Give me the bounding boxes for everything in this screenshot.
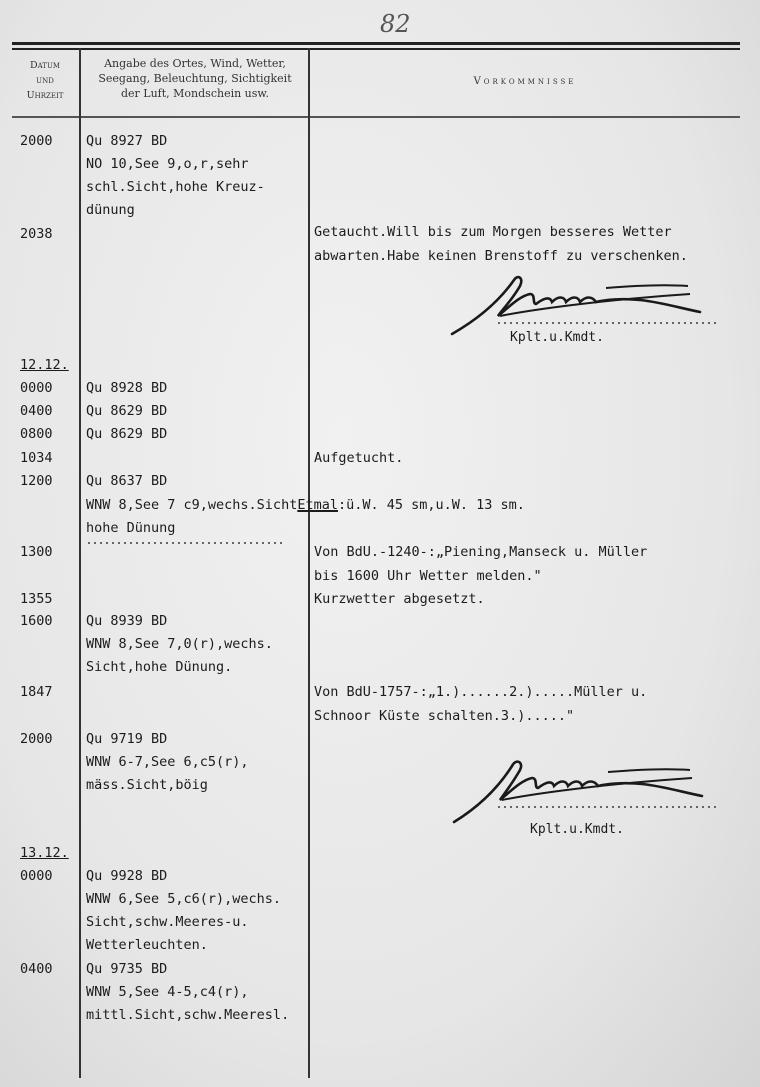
weather-1200	[86, 494, 525, 517]
position-0000-b	[86, 865, 281, 957]
page-number: 82	[380, 10, 411, 38]
entry-separator-dots	[86, 542, 286, 544]
signature-dotted-line-2	[496, 806, 716, 808]
event-line: bis 1600 Uhr Wetter melden."	[314, 568, 542, 584]
top-rule-thick	[12, 42, 740, 45]
time-2000-b: 2000	[20, 731, 53, 747]
event-line: Von BdU-1757-:„1.)......2.).....Müller u.	[314, 684, 648, 700]
position-line: mittl.Sicht,schw.Meeresl.	[86, 1007, 290, 1023]
event-1034: Aufgetucht.	[314, 450, 404, 466]
time-0000-b: 0000	[20, 868, 53, 884]
time-1200: 1200	[20, 473, 53, 489]
position-line: Qu 9735 BD	[86, 961, 168, 977]
signature-dotted-line-1	[496, 322, 716, 324]
header-angabe-line: Angabe des Ortes, Wind, Wetter,	[104, 57, 286, 70]
position-line: WNW 8,See 7,0(r),wechs.	[86, 636, 273, 652]
event-1300	[314, 540, 647, 588]
time-0400-a: 0400	[20, 403, 53, 419]
weather-1200-line3: hohe Dünung	[86, 520, 176, 536]
position-line: schl.Sicht,hohe Kreuz-	[86, 179, 265, 195]
etmal-label: Etmal	[297, 497, 338, 513]
time-1847: 1847	[20, 684, 53, 700]
signer-label-1: Kplt.u.Kmdt.	[510, 330, 604, 345]
position-line: WNW 6-7,See 6,c5(r),	[86, 754, 249, 770]
position-line: NO 10,See 9,o,r,sehr	[86, 156, 249, 172]
header-datum-line: und	[36, 75, 54, 86]
header-datum-line: Datum	[29, 60, 61, 71]
time-0400-b: 0400	[20, 961, 53, 977]
event-1847	[314, 680, 647, 728]
position-line: Wetterleuchten.	[86, 937, 208, 953]
signature-2	[440, 752, 740, 824]
top-rule-thin	[12, 48, 740, 50]
header-angabe-line: der Luft, Mondschein usw.	[120, 87, 270, 100]
header-datum	[12, 58, 78, 103]
header-angabe-line: Seegang, Beleuchtung, Sichtigkeit	[98, 72, 292, 85]
position-line: Sicht,schw.Meeres-u.	[86, 914, 249, 930]
position-0800: Qu 8629 BD	[86, 426, 168, 442]
header-bottom-rule	[12, 116, 740, 118]
position-0400-a: Qu 8629 BD	[86, 403, 168, 419]
position-line: Qu 9928 BD	[86, 868, 168, 884]
event-line: Von BdU.-1240-:„Piening,Manseck u. Müller	[314, 544, 648, 560]
column-divider-1	[79, 48, 81, 1078]
header-datum-line: Uhrzeit	[26, 90, 64, 101]
event-line: Getaucht.Will bis zum Morgen besseres Wetter	[314, 224, 672, 240]
position-line: WNW 6,See 5,c6(r),wechs.	[86, 891, 282, 907]
position-line: Sicht,hohe Dünung.	[86, 659, 233, 675]
position-0000-a: Qu 8928 BD	[86, 380, 168, 396]
position-0400-b	[86, 958, 289, 1027]
event-line: Schnoor Küste schalten.3.)....."	[314, 708, 575, 724]
time-0000-a: 0000	[20, 380, 53, 396]
event-2038	[314, 220, 688, 268]
position-2000-b	[86, 728, 249, 797]
position-1200: Qu 8637 BD	[86, 473, 168, 489]
time-1600: 1600	[20, 613, 53, 629]
position-line: Qu 8939 BD	[86, 613, 168, 629]
header-angabe	[82, 56, 308, 101]
time-1355: 1355	[20, 591, 53, 607]
position-2000-a	[86, 130, 265, 222]
time-2038: 2038	[20, 226, 53, 242]
event-line: abwarten.Habe keinen Brenstoff zu verschenken.	[314, 248, 688, 264]
time-1034: 1034	[20, 450, 53, 466]
column-divider-2	[308, 48, 310, 1078]
position-line: WNW 5,See 4-5,c4(r),	[86, 984, 249, 1000]
date-12-12: 12.12.	[20, 357, 69, 373]
time-1300: 1300	[20, 544, 53, 560]
position-1600	[86, 610, 273, 679]
position-line: mäss.Sicht,böig	[86, 777, 208, 793]
position-line: dünung	[86, 202, 135, 218]
time-0800: 0800	[20, 426, 53, 442]
weather-1200-text: WNW 8,See 7 c9,wechs.Sicht	[86, 497, 298, 513]
signer-label-2: Kplt.u.Kmdt.	[530, 822, 624, 837]
date-13-12: 13.12.	[20, 845, 69, 861]
time-2000-a: 2000	[20, 133, 53, 149]
header-vorkommnisse: Vorkommnisse	[473, 76, 577, 87]
etmal-value: :ü.W. 45 sm,u.W. 13 sm.	[337, 497, 525, 513]
position-line: Qu 8927 BD	[86, 133, 168, 149]
event-1355: Kurzwetter abgesetzt.	[314, 591, 485, 607]
position-line: Qu 9719 BD	[86, 731, 168, 747]
